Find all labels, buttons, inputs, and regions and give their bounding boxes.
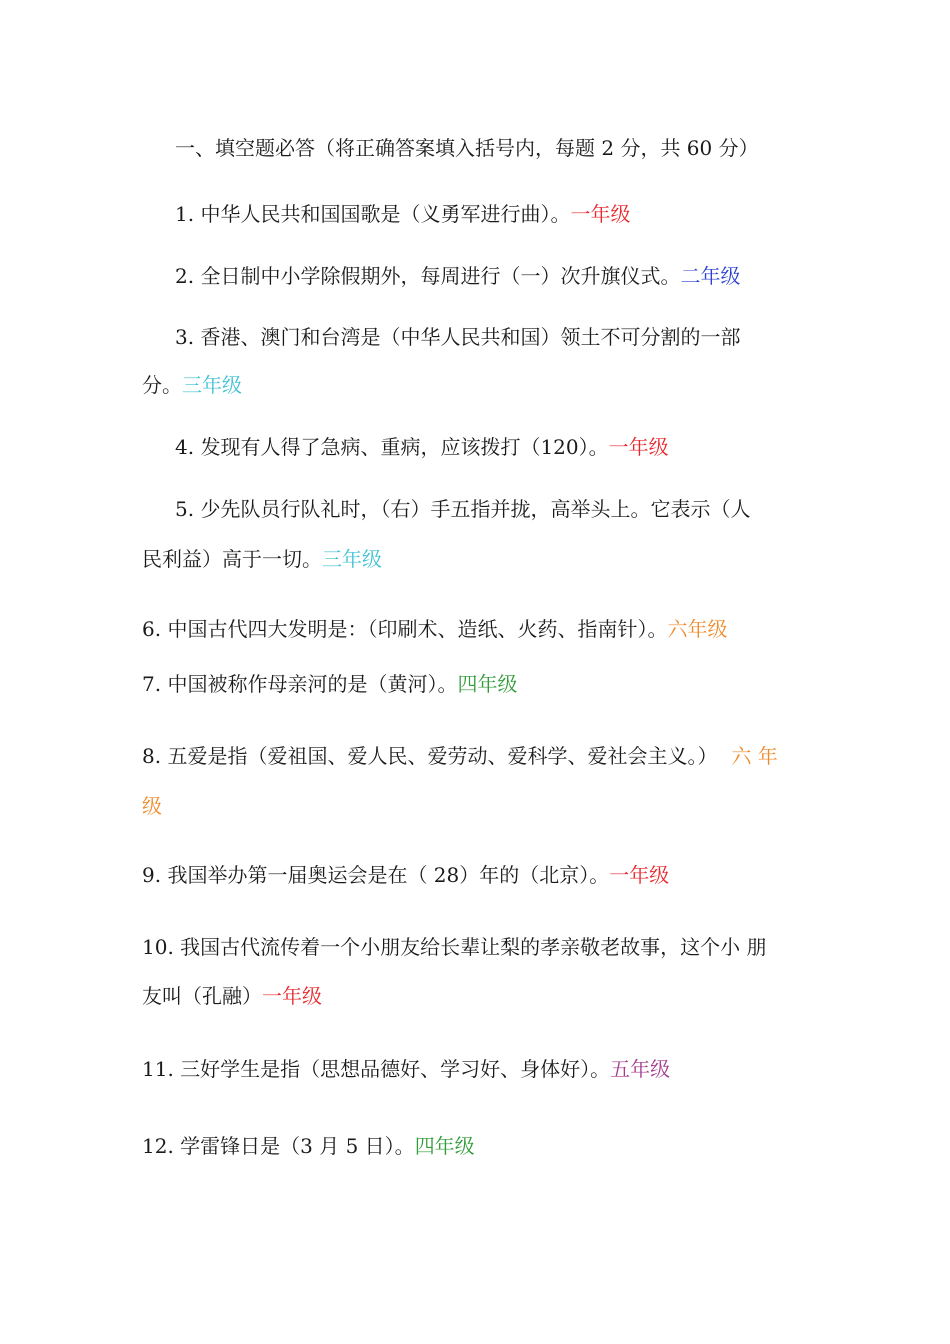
grade-label: 六 年	[731, 744, 778, 768]
question-8-line-2	[142, 794, 832, 818]
question-2	[142, 264, 832, 288]
question-text: 4. 发现有人得了急病、重病，应该拨打（120）。	[175, 435, 609, 459]
question-text: 7. 中国被称作母亲河的是（黄河）。	[142, 672, 458, 696]
grade-label: 四年级	[414, 1134, 475, 1158]
grade-label: 五年级	[610, 1057, 671, 1081]
grade-label: 四年级	[457, 672, 518, 696]
question-text: 2. 全日制中小学除假期外，每周进行（一）次升旗仪式。	[175, 264, 681, 288]
question-11	[142, 1057, 832, 1081]
grade-label: 三年级	[322, 547, 382, 571]
question-5-line-2	[142, 547, 832, 571]
question-text-continued: 分。	[142, 373, 182, 397]
question-1	[142, 202, 832, 226]
question-6	[142, 617, 832, 641]
section-heading	[142, 136, 832, 160]
question-text: 10. 我国古代流传着一个小朋友给长辈让梨的孝亲敬老故事，这个小 朋	[142, 935, 767, 959]
question-text: 12. 学雷锋日是（3 月 5 日）。	[142, 1134, 415, 1158]
question-10-line-2	[142, 984, 832, 1008]
grade-label: 一年级	[570, 202, 631, 226]
question-text: 5. 少先队员行队礼时，（右）手五指并拢，高举头上。它表示（人	[175, 497, 751, 521]
question-text: 6. 中国古代四大发明是：（印刷术、造纸、火药、指南针）。	[142, 617, 668, 641]
question-text: 1. 中华人民共和国国歌是（义勇军进行曲）。	[175, 202, 571, 226]
question-4	[142, 435, 832, 459]
question-7	[142, 672, 832, 696]
grade-label: 一年级	[608, 435, 669, 459]
grade-label: 六年级	[667, 617, 728, 641]
heading-text: 一、填空题必答（将正确答案填入括号内，每题 2 分，共 60 分）	[175, 136, 759, 160]
grade-label: 三年级	[182, 373, 242, 397]
question-text: 11. 三好学生是指（思想品德好、学习好、身体好）。	[142, 1057, 611, 1081]
question-3-line-2	[142, 373, 832, 397]
question-text-continued: 民利益）高于一切。	[142, 547, 322, 571]
question-3-line-1	[142, 325, 832, 349]
grade-label: 一年级	[609, 863, 670, 887]
grade-label-continued: 级	[142, 794, 162, 818]
question-9	[142, 863, 832, 887]
question-text: 8. 五爱是指（爱祖国、爱人民、爱劳动、爱科学、爱社会主义。）	[142, 744, 718, 768]
question-10-line-1	[142, 935, 832, 959]
grade-label: 二年级	[680, 264, 741, 288]
question-text: 9. 我国举办第一届奥运会是在（ 28）年的（北京）。	[142, 863, 610, 887]
question-8-line-1	[142, 744, 832, 768]
grade-label: 一年级	[262, 984, 322, 1008]
question-5-line-1	[142, 497, 832, 521]
question-text-continued: 友叫（孔融）	[142, 984, 262, 1008]
question-12	[142, 1134, 832, 1158]
question-text: 3. 香港、澳门和台湾是（中华人民共和国）领土不可分割的一部	[175, 325, 741, 349]
